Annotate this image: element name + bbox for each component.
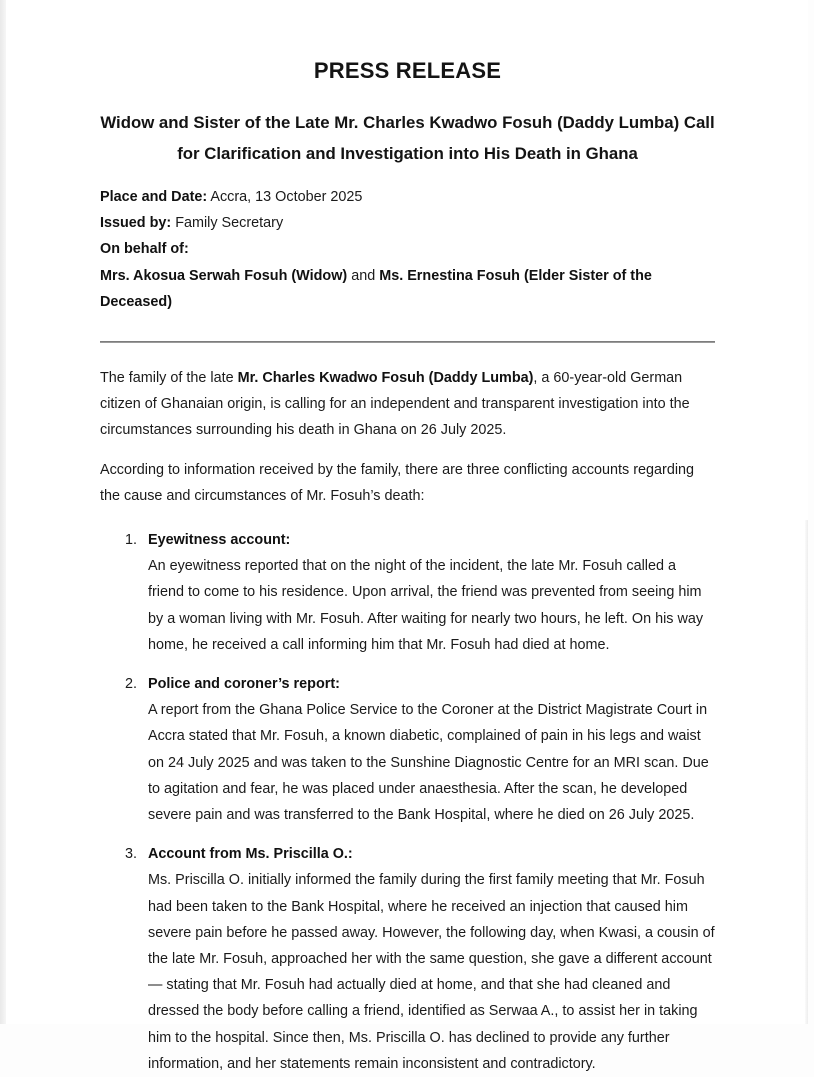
meta-block xyxy=(100,184,715,315)
meta-widow-name: Mrs. Akosua Serwah Fosuh (Widow) xyxy=(100,267,348,284)
list-item-heading: Eyewitness account: xyxy=(148,532,291,549)
document-content xyxy=(6,0,808,1077)
list-item-number: 2. xyxy=(125,676,138,693)
meta-place-date-label: Place and Date: xyxy=(100,189,208,205)
list-item-number: 1. xyxy=(125,532,138,549)
list-item xyxy=(100,841,715,1077)
list-item-text: A report from the Ghana Police Service to the Coroner at the District Magistrate Court in Accra stated that Mr. Fosuh, a known diabetic, complained of pain in his legs and waist on 24 July 2025 and was taken to the Sunshine Diagnostic Centre for an MRI scan. Due to agitation and fear, he was placed under anaesthesia. After the scan, he developed severe pain and was transferred to the Bank Hospital, where he died on 26 July 2025. xyxy=(148,702,709,824)
document-subtitle: Widow and Sister of the Late Mr. Charles Kwadwo Fosuh (Daddy Lumba) Call for Clarification and Investigation into His Death in Ghana xyxy=(100,113,715,163)
page-right-edge xyxy=(805,520,808,1024)
list-item-text: Ms. Priscilla O. initially informed the family during the first family meeting that Mr. Fosuh had been taken to the Bank Hospital, where he received an injection that caused him severe pain before he passed away. However, the following day, when Kwasi, a cousin of the late Mr. Fosuh, approached her with the same question, she gave a different account — stating that Mr. Fosuh had actually died at home, and that she had cleaned and dressed the body before calling a friend, identified as Serwaa A., to assist her in taking him to the hospital. Since then, Ms. Priscilla O. has declined to provide any further information, and her statements remain inconsistent and contradictory. xyxy=(148,872,715,1072)
meta-place-date-value: Accra, 13 October 2025 xyxy=(210,189,363,205)
accounts-list xyxy=(100,527,715,1077)
list-item-text: An eyewitness reported that on the night of the incident, the late Mr. Fosuh called a friend to come to his residence. Upon arrival, the friend was prevented from seeing him by a woman living with Mr. Fosuh. After waiting for nearly two hours, he left. On his way home, he received a call informing him that Mr. Fosuh had died at home. xyxy=(148,558,704,653)
list-item-heading: Account from Ms. Priscilla O.: xyxy=(148,846,353,863)
meta-on-behalf-names xyxy=(100,263,715,315)
section-divider xyxy=(100,341,715,343)
list-item xyxy=(100,527,715,658)
list-item xyxy=(100,671,715,828)
document-title: PRESS RELEASE xyxy=(313,58,502,83)
meta-issued-by-label: Issued by: xyxy=(100,215,172,232)
meta-place-date xyxy=(100,184,715,210)
meta-connector: and xyxy=(351,267,376,284)
deceased-name: Mr. Charles Kwadwo Fosuh (Daddy Lumba) xyxy=(237,370,534,387)
intro-suffix: , a 60-year-old German citizen of Ghanaian origin, is calling for an independent and transparent investigation into the circumstances surrounding his death in Ghana on 26 July 2025. xyxy=(100,370,690,439)
list-item-number: 3. xyxy=(125,846,138,863)
meta-issued-by-value: Family Secretary xyxy=(175,215,284,232)
intro-paragraph xyxy=(100,365,715,444)
list-item-heading: Police and coroner’s report: xyxy=(148,676,340,693)
meta-on-behalf-label: On behalf of: xyxy=(100,241,189,258)
press-release-document xyxy=(6,0,808,1072)
meta-issued-by xyxy=(100,210,715,236)
meta-sister-name: Ms. Ernestina Fosuh (Elder Sister of the Deceased) xyxy=(100,267,652,310)
accounts-paragraph: According to information received by the family, there are three conflicting accounts regarding the cause and circumstances of Mr. Fosuh’s death: xyxy=(100,461,695,504)
intro-prefix: The family of the late xyxy=(100,370,238,387)
